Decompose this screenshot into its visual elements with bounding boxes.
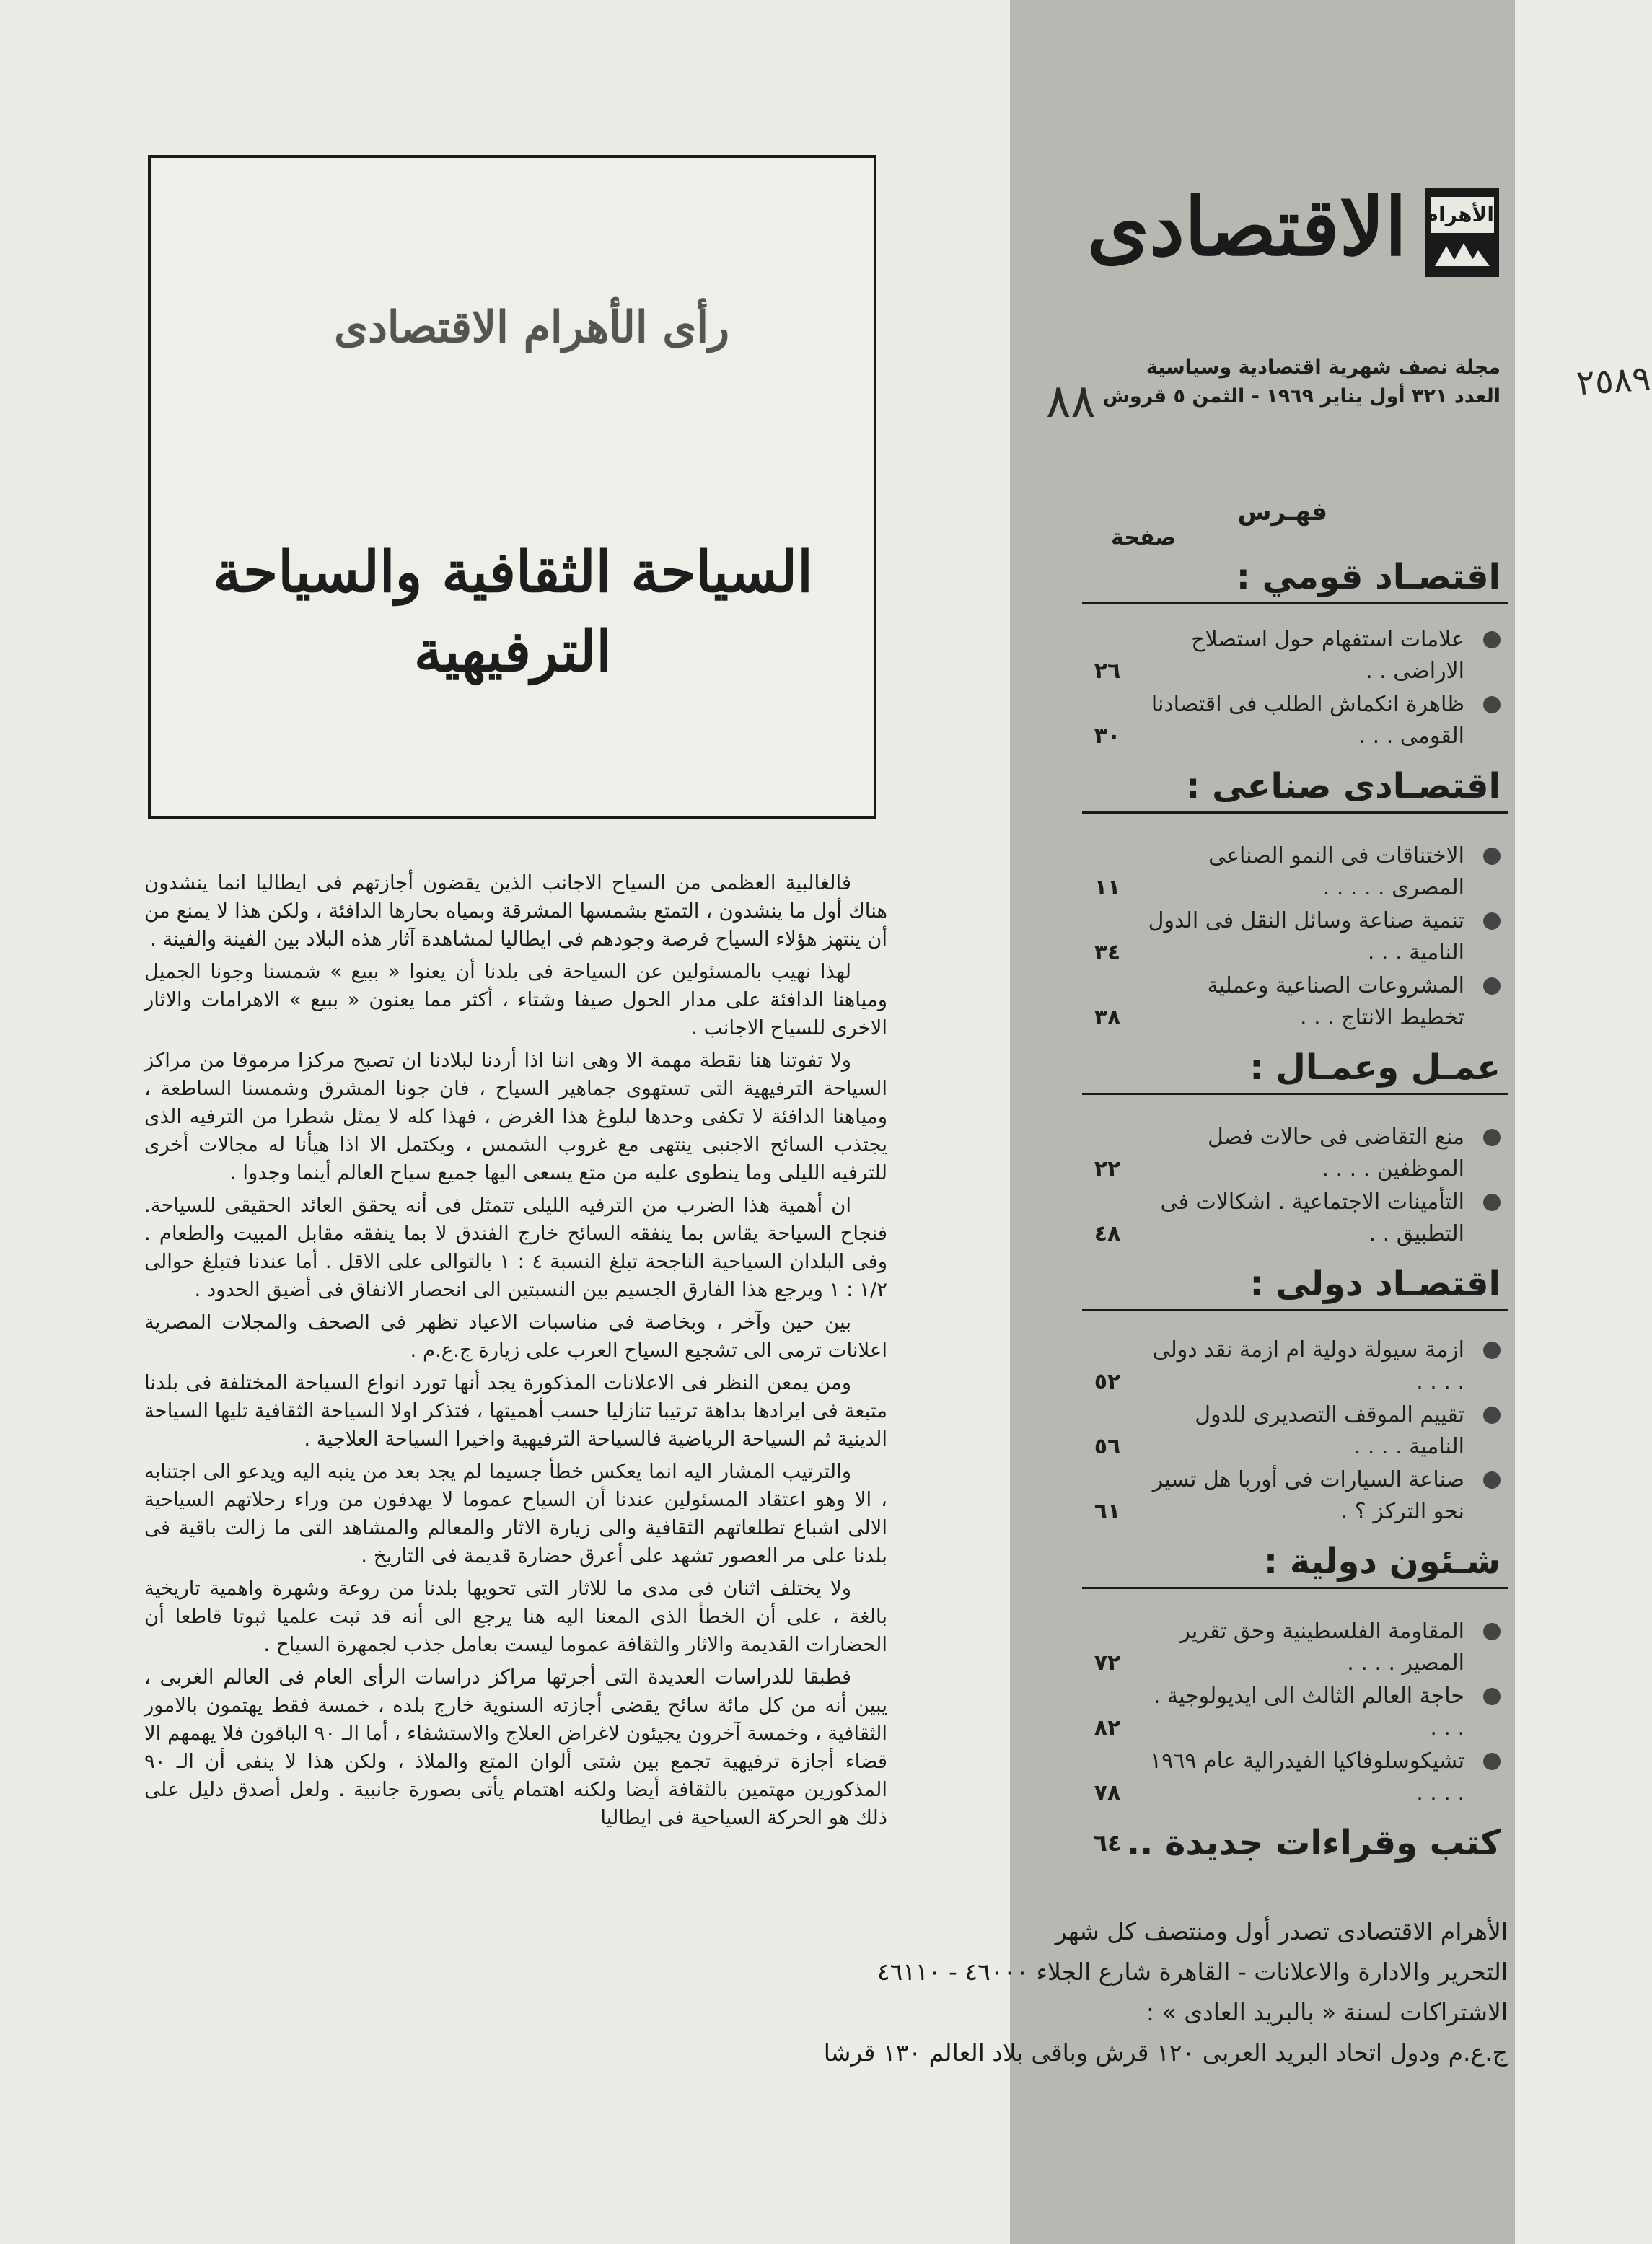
index-item[interactable] — [1082, 624, 1508, 687]
index-item[interactable] — [1082, 1122, 1508, 1185]
index-item-page: ٧٨ — [1094, 1780, 1121, 1805]
subtitle-line-2: العدد ٣٢١ أول يناير ١٩٦٩ - الثمن ٥ قروش — [1102, 385, 1501, 408]
index-item-page: ٤٨ — [1094, 1221, 1121, 1246]
section-heading: اقتصـاد دولى : — [1082, 1259, 1508, 1311]
section-heading: اقتصـادى صناعى : — [1082, 761, 1508, 814]
index-item-page: ٦٤ — [1093, 1829, 1122, 1857]
article-paragraph: بين حين وآخر ، وبخاصة فى مناسبات الاعياد تظهر فى الصحف والمجلات المصرية اعلانات ترمى الى تشجيع السياح العرب على زيارة ج.ع.م . — [144, 1311, 887, 1362]
index-item-page: ١١ — [1094, 875, 1121, 900]
index-page-label: صفحة — [1111, 525, 1177, 550]
article-body — [144, 869, 887, 1836]
article-paragraph: فالغالبية العظمى من السياح الاجانب الذين يقضون أجازتهم فى ايطاليا انما ينشدون هناك أول ما ينشدون ، التمتع بشمسها المشرقة وبمياه بحارها الدافئة ، ولكن هذا لا يمنع من أن ينتهز هؤلاء السياح فرصة وجودهم فى ايطاليا لمشاهدة آثار هذه البلاد بين الفينة والفينة . — [144, 871, 887, 951]
article-paragraph: والترتيب المشار اليه انما يعكس خطأ جسيما لم يجد بعد من ينبه اليه ويدعو الى اجتنابه ، الا وهو اعتقاد المسئولين عندنا أن السياح عموما لا يهدفون من وراء رحلاتهم السياحية الالى اشباع تطلعاتهم الثقافية والى زيارة الاثار والمعالم والمشاهد التى ما زالت باقية فى بلدنا على مر العصور تشهد على أعرق حضارة قديمة فى التاريخ . — [144, 1460, 887, 1567]
index-item[interactable] — [1082, 970, 1508, 1034]
index-item-text: ظاهرة انكماش الطلب فى اقتصادنا القومى . . . — [1151, 692, 1464, 749]
magazine-title: الاقتصادى — [1086, 180, 1407, 273]
section-heading-text: كتب وقراءات جديدة .. — [1126, 1823, 1501, 1863]
subscription-line-3: الاشتراكات لسنة « بالبريد العادى » : — [1146, 1998, 1508, 2026]
index-title: فهـرس — [1237, 498, 1327, 527]
pyramids-icon — [1433, 239, 1491, 268]
subscription-line-4: ج.ع.م ودول اتحاد البريد العربى ١٢٠ قرش وباقى بلاد العالم ١٣٠ قرشا — [823, 2038, 1508, 2067]
index-item-page: ٥٦ — [1094, 1434, 1121, 1459]
index-item[interactable] — [1082, 1681, 1508, 1744]
article-paragraph: لهذا نهيب بالمسئولين عن السياحة فى بلدنا أن يعنوا « ببيع » شمسنا وجونا الجميل ومياهنا الدافئة على مدار الحول صيفا وشتاء ، أكثر مما يعنون « ببيع » الاهرامات والاثار الاخرى للسياح الاجانب . — [144, 960, 887, 1039]
masthead — [1082, 159, 1515, 296]
masthead-subtitle — [1082, 353, 1501, 411]
index-item-page: ٨٢ — [1094, 1715, 1121, 1741]
index-item[interactable] — [1082, 1746, 1508, 1809]
bullet-icon — [1483, 848, 1501, 865]
index-item-text: المشروعات الصناعية وعملية تخطيط الانتاج . . . — [1207, 973, 1464, 1030]
section-heading[interactable] — [1082, 1818, 1508, 1868]
bullet-icon — [1483, 1342, 1501, 1359]
index-item-text: تنمية صناعة وسائل النقل فى الدول النامية . . . — [1148, 908, 1464, 965]
bullet-icon — [1483, 912, 1501, 930]
editorial-kicker: رأى الأهرام الاقتصادى — [334, 302, 729, 353]
logo-text: الأهرام — [1431, 197, 1494, 233]
article-paragraph: ولا تفوتنا هنا نقطة مهمة الا وهى اننا اذا أردنا لبلادنا ان تصبح مركزا مرموقا من مراكز السياحة الترفيهية التى تستهوى جماهير السياح ، فان جونا المشرق وشمسنا الساطعة ، ومياهنا الدافئة لا تكفى وحدها لبلوغ هذا الغرض ، فهذا كله لا يمثل شطرا من الترفيه الذى يجتذب السائح الاجنبى ينتهى مع غروب الشمس ، ويكتمل الا اذا هيأنا له مجالات أخرى للترفيه الليلى وما ينطوى عليه من متع يسعى اليها جميع سياح العالم أينما وجدوا . — [144, 1049, 887, 1184]
index-item-text: صناعة السيارات فى أوربا هل تسير نحو التركز ؟ . — [1152, 1467, 1464, 1524]
bullet-icon — [1483, 1623, 1501, 1640]
index-item-text: ازمة سيولة دولية ام ازمة نقد دولى . . . . — [1152, 1337, 1464, 1394]
subtitle-line-1: مجلة نصف شهرية اقتصادية وسياسية — [1146, 356, 1501, 379]
subscription-line-1: الأهرام الاقتصادى تصدر أول ومنتصف كل شهر — [1055, 1917, 1508, 1945]
editorial-title: السياحة الثقافية والسياحة الترفيهية — [213, 540, 813, 685]
index-item[interactable] — [1082, 1616, 1508, 1679]
index-item-text: التأمينات الاجتماعية . اشكالات فى التطبيق . . — [1160, 1189, 1464, 1246]
section-heading: عمـل وعمـال : — [1082, 1042, 1508, 1095]
section-heading: اقتصـاد قومي : — [1082, 552, 1508, 604]
subscription-info — [823, 1911, 1508, 2073]
bullet-icon — [1483, 1194, 1501, 1211]
ahram-logo — [1425, 188, 1499, 277]
bullet-icon — [1483, 1753, 1501, 1770]
index-item-page: ٢٢ — [1094, 1156, 1121, 1182]
index-item-page: ٢٦ — [1094, 659, 1121, 684]
index-item[interactable] — [1082, 905, 1508, 969]
bullet-icon — [1483, 1471, 1501, 1489]
index-item[interactable] — [1082, 1334, 1508, 1398]
index-item-page: ٦١ — [1094, 1499, 1121, 1524]
bullet-icon — [1483, 1407, 1501, 1424]
index-item-text: تشيكوسلوفاكيا الفيدرالية عام ١٩٦٩ . . . . — [1150, 1748, 1464, 1805]
article-paragraph: فطبقا للدراسات العديدة التى أجرتها مراكز دراسات الرأى العام فى العالم الغربى ، يبين أنه من كل مائة سائح يقضى أجازته السنوية خارج بلده ، خمسة فقط يهتمون بالامور الثقافية ، وخمسة آخرون يجيئون لاغراض العلاج والاستشفاء ، أما الـ ٩٠ الباقون فلا يهمهم الا قضاء أجازة ترفيهية تجمع بين شتى ألوان المتع والملاذ ، ولكن هذا لا ينفى أن الـ ٩٠ المذكورين مهتمين بالثقافة أيضا ولكنه اهتمام يأتى بصورة جانبية . ولعل أصدق دليل على ذلك هو الحركة السياحية فى ايطاليا — [144, 1666, 887, 1829]
index-item-text: المقاومة الفلسطينية وحق تقرير المصير . . . . — [1179, 1619, 1464, 1676]
index-item[interactable] — [1082, 840, 1508, 904]
handwritten-number: ٢٥٨٩ — [1575, 358, 1652, 404]
bullet-icon — [1483, 631, 1501, 648]
index-item-text: منع التقاضى فى حالات فصل الموظفين . . . . — [1207, 1125, 1464, 1182]
index-item-text: حاجة العالم الثالث الى ايديولوجية . . . . — [1153, 1684, 1464, 1741]
index-item[interactable] — [1082, 1187, 1508, 1250]
bullet-icon — [1483, 1129, 1501, 1146]
index-item-page: ٧٢ — [1094, 1650, 1121, 1676]
subscription-line-2: التحرير والادارة والاعلانات - القاهرة شارع الجلاء ٤٦٠٠٠ - ٤٦١١٠ — [876, 1958, 1508, 1986]
index-item[interactable] — [1082, 1399, 1508, 1463]
bullet-icon — [1483, 977, 1501, 995]
index-item-page: ٣٠ — [1094, 723, 1121, 749]
index-item-text: الاختناقات فى النمو الصناعى المصرى . . . . . — [1208, 843, 1464, 900]
article-paragraph: ان أهمية هذا الضرب من الترفيه الليلى تتمثل فى أنه يحقق العائد الحقيقى للسياحة. فنجاح السياحة يقاس بما ينفقه السائح خارج الفندق لا بما ينفقه مقابل المبيت والطعام . وفى البلدان السياحية الناجحة تبلغ النسبة ٤ : ١ بالتوالى على الاقل . أما عندنا فتبلغ حوالى ١/٢ : ١ ويرجع هذا الفارق الجسيم بين النسبتين الى انحصار الانفاق فى أضيق الحدود . — [144, 1194, 887, 1301]
bullet-icon — [1483, 696, 1501, 713]
bullet-icon — [1483, 1688, 1501, 1705]
index-item-text: علامات استفهام حول استصلاح الاراضى . . — [1191, 627, 1464, 684]
article-paragraph: ولا يختلف اثنان فى مدى ما للاثار التى تحويها بلدنا من روعة وشهرة واهمية تاريخية بالغة ، على أن الخطأ الذى المعنا اليه هنا يرجع الى أنه قد ثبت علميا ثبوتا قاطعا أن الحضارات القديمة والاثار والثقافة عموما ليست بعامل جذب لجمهرة السياح . — [144, 1577, 887, 1656]
index-item-page: ٣٨ — [1094, 1005, 1121, 1030]
index-item[interactable] — [1082, 689, 1508, 752]
index-item-text: تقييم الموقف التصديرى للدول النامية . . . . — [1195, 1402, 1464, 1459]
section-heading: شـئون دولية : — [1082, 1536, 1508, 1589]
handwritten-mark: ٨٨ — [1046, 375, 1096, 428]
index-item[interactable] — [1082, 1464, 1508, 1528]
editorial-box — [148, 155, 876, 819]
index-item-page: ٣٤ — [1094, 940, 1121, 965]
article-paragraph: ومن يمعن النظر فى الاعلانات المذكورة يجد أنها تورد انواع السياحة المختلفة فى بلدنا متبعة فى ايرادها بداهة ترتيبا تنازليا حسب أهميتها ، فتذكر اولا السياحة الثقافية تليها السياحة الدينية ثم السياحة الرياضية فالسياحة الترفيهية واخيرا السياحة العلاجية . — [144, 1371, 887, 1451]
index-item-page: ٥٢ — [1094, 1369, 1121, 1394]
